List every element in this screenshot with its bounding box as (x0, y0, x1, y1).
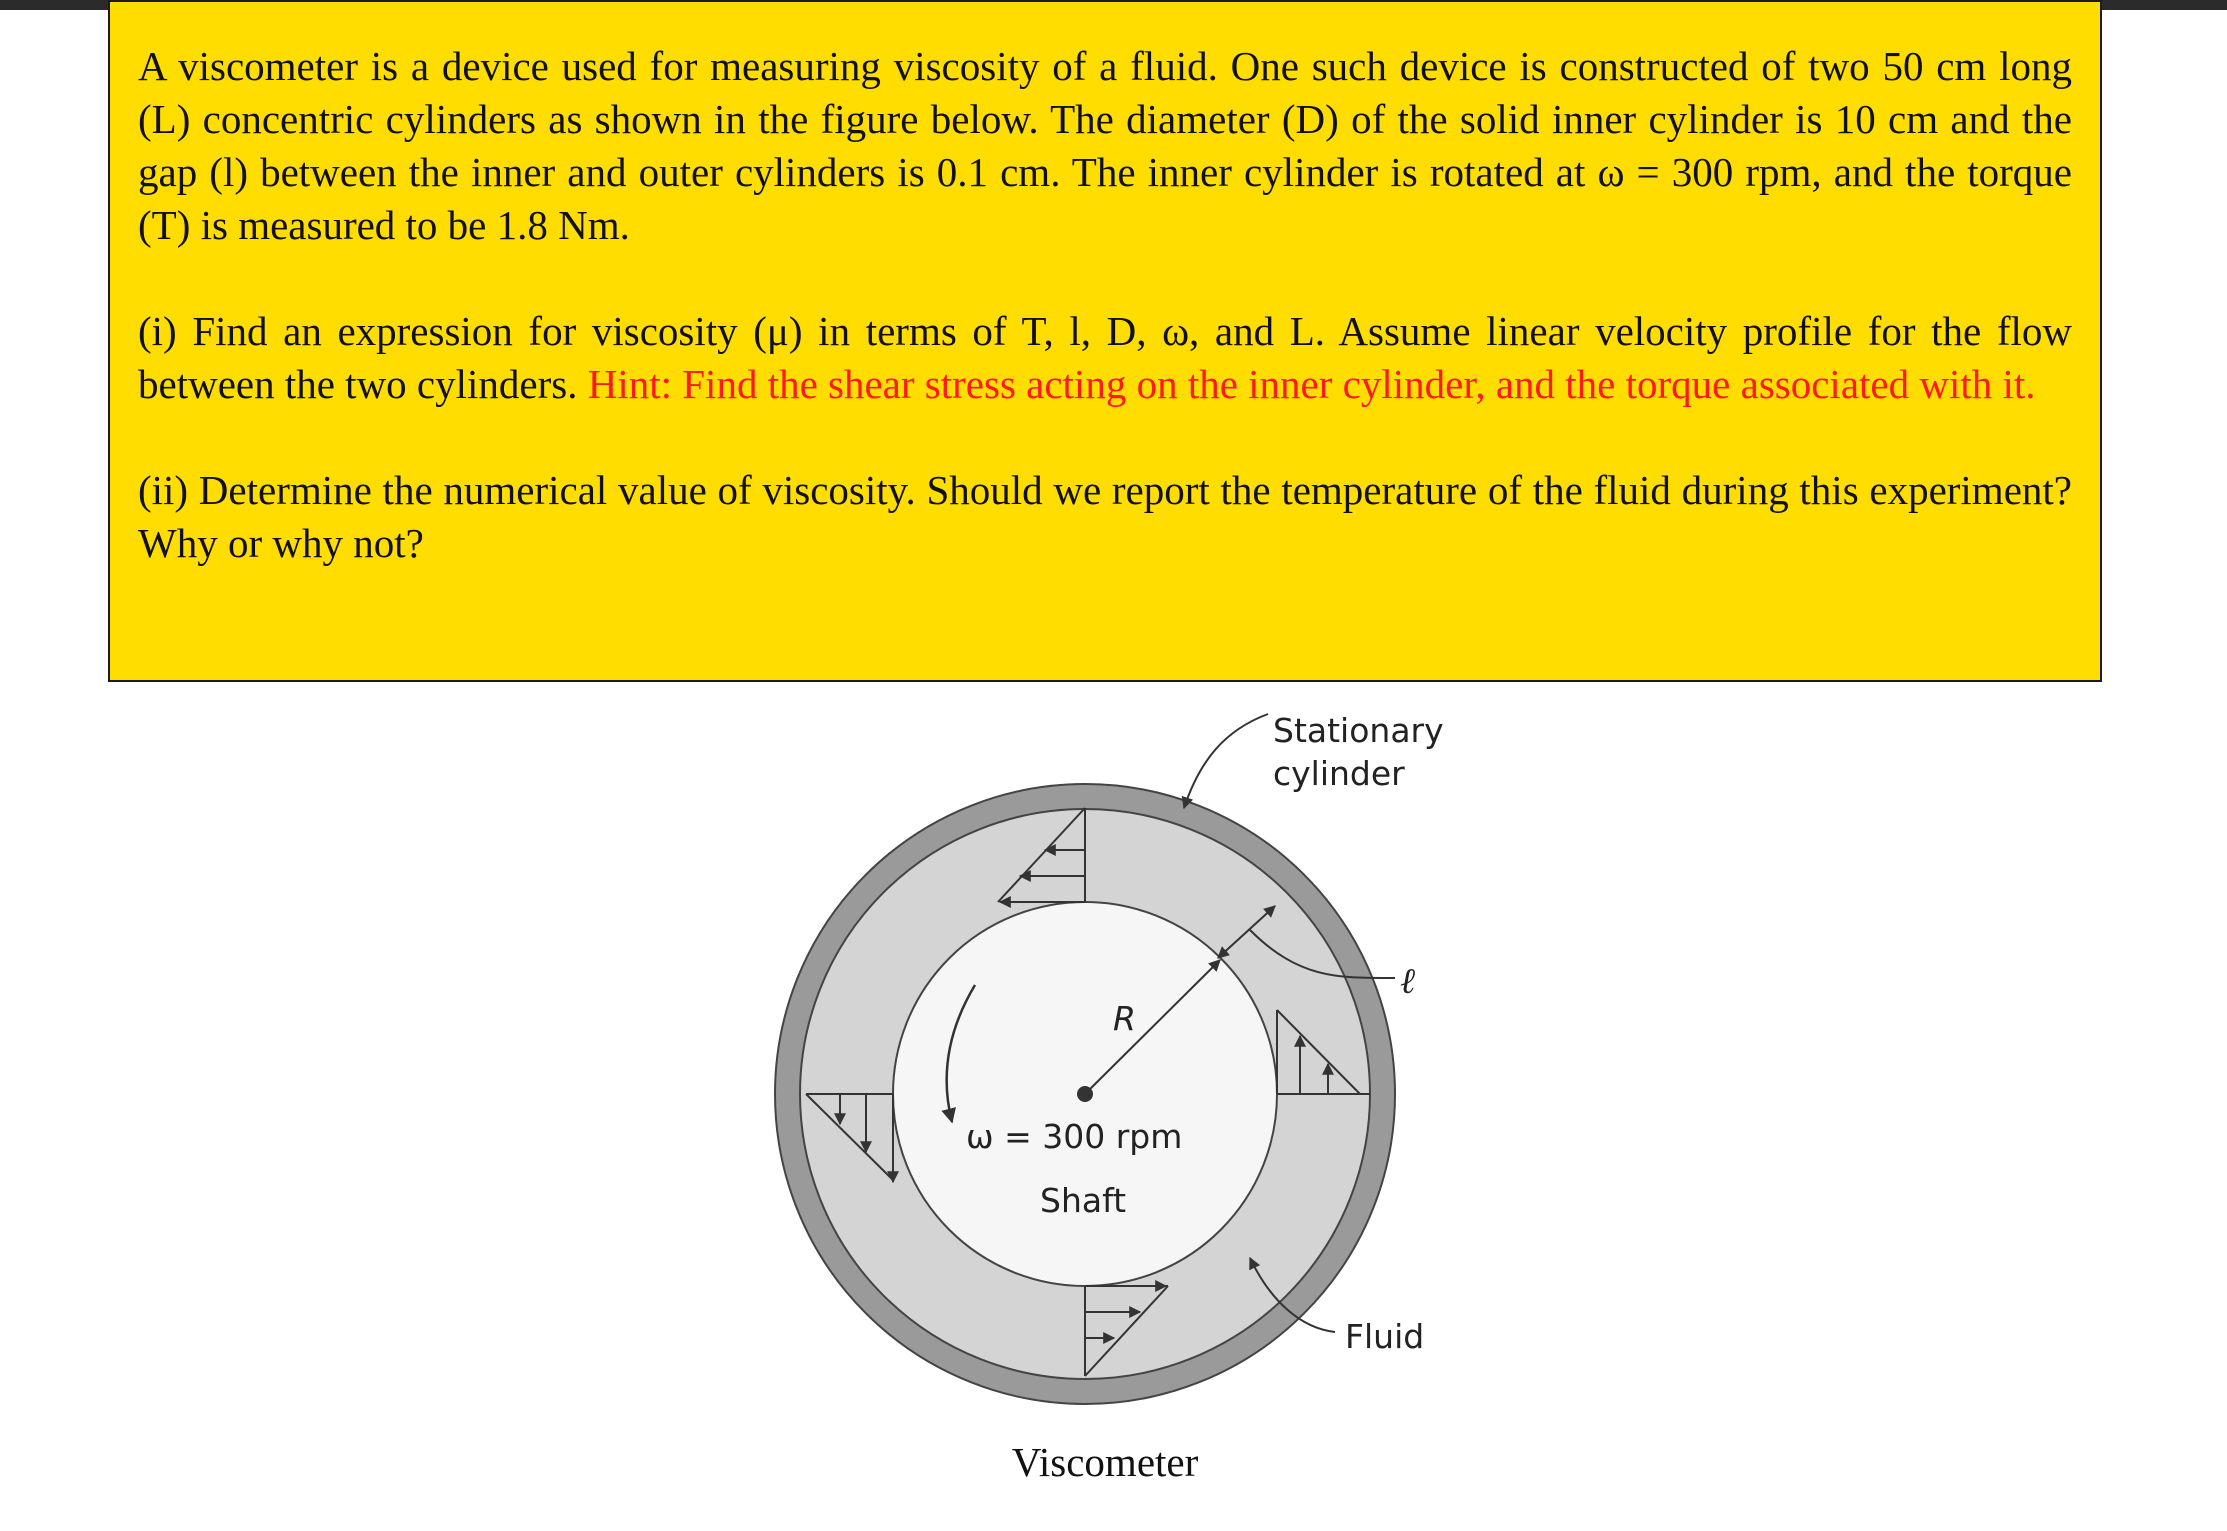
omega-label: ω = 300 rpm (966, 1117, 1183, 1156)
stationary-leader-line (1184, 714, 1268, 808)
fluid-label: Fluid (1345, 1317, 1425, 1356)
radius-label: R (1113, 999, 1136, 1038)
viscometer-diagram (0, 682, 2227, 1531)
problem-statement-box (108, 0, 2102, 682)
stationary-label-line1: Stationary (1273, 711, 1444, 750)
stationary-label-line2: cylinder (1273, 754, 1405, 793)
problem-intro: A viscometer is a device used for measuring viscosity of a fluid. One such device is constructed of two 50 cm long (L) concentric cylinders as shown in the figure below. The diameter (D) of the solid inner cylinder is 10 cm and the gap (l) between the inner and outer cylinders is 0.1 cm. The inner cylinder is rotated at ω = 300 rpm, and the torque (T) is measured to be 1.8 Nm. (138, 43, 2072, 248)
problem-part-ii: (ii) Determine the numerical value of viscosity. Should we report the temperature of the fluid during this experiment? Why or why not? (138, 467, 2072, 566)
shaft-label: Shaft (1040, 1181, 1127, 1220)
problem-part-i (138, 305, 2072, 411)
viscometer-figure (0, 682, 2227, 1531)
gap-label: ℓ (1400, 961, 1415, 1002)
figure-caption: Viscometer (1011, 1439, 1199, 1485)
part-i-text: (i) Find an expression for viscosity (μ) in terms of T, l, D, ω, and L. Assume linear velocity profile for the flow between the two cylinders. (138, 308, 2072, 407)
part-i-hint: Hint: Find the shear stress acting on the inner cylinder, and the torque associated with it. (587, 361, 2036, 407)
